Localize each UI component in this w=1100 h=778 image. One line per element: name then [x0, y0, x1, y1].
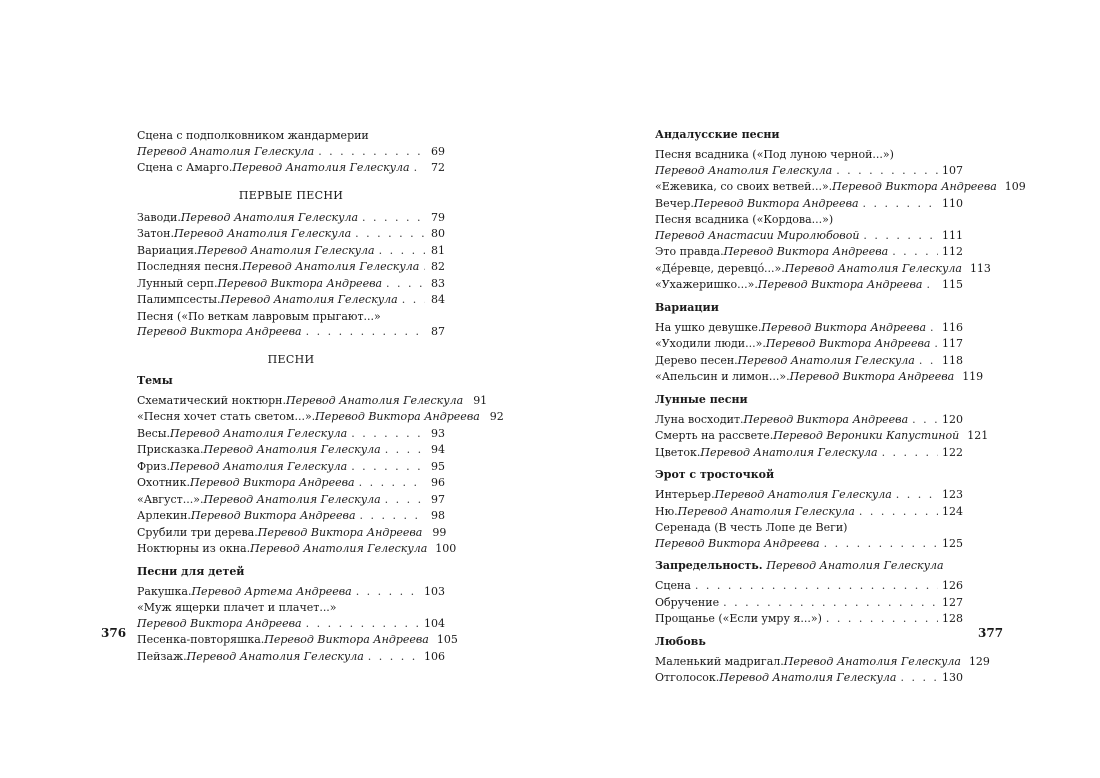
entry-title: Интерьер. [655, 488, 715, 501]
entry-title: Песня всадника («Под луною черной...») [655, 148, 894, 161]
entry-page-number: 107 [942, 163, 963, 177]
entry-title: «Дéревце, деревцó...». [655, 261, 785, 275]
entry-title: Лунный серп. [137, 276, 218, 290]
toc-line [655, 670, 963, 686]
toc-line [655, 445, 963, 461]
toc-entry[interactable] [137, 442, 445, 458]
entry-title: Это правда. [655, 245, 724, 258]
toc-entry[interactable] [655, 412, 963, 428]
toc-line [655, 179, 1026, 195]
entry-page-number: 99 [432, 525, 447, 539]
entry-translator: Перевод Анатолия Гелескула [714, 488, 892, 501]
entry-page-number: 116 [942, 320, 963, 334]
toc-line [137, 616, 445, 632]
group-title-text: Любовь [655, 634, 706, 648]
toc-group-entries [655, 147, 1026, 293]
toc-entry[interactable] [655, 487, 963, 503]
toc-line [655, 654, 990, 670]
toc-entry[interactable] [655, 353, 963, 369]
entry-translator: Перевод Анатолия Гелескула [737, 353, 915, 367]
entry-page-number: 81 [431, 243, 445, 257]
group-title-text: Эрот с тросточкой [655, 468, 775, 481]
entry-title: Песня («По веткам лавровым прыгают...» [137, 309, 381, 323]
entry-page-number: 123 [942, 488, 963, 501]
entry-translator: Перевод Виктора Андреева [655, 536, 820, 550]
toc-line [655, 487, 963, 503]
dot-leader [695, 578, 938, 594]
dot-leader [423, 259, 425, 275]
toc-entry[interactable] [655, 670, 963, 686]
toc-line [137, 144, 445, 160]
group-title-text: Вариации [655, 300, 719, 314]
toc-line [655, 336, 963, 352]
toc-line [137, 243, 445, 259]
dot-leader [351, 459, 425, 475]
dot-leader [362, 210, 425, 226]
toc-line [137, 632, 458, 648]
toc-entry[interactable] [137, 584, 445, 600]
dot-leader [863, 228, 938, 244]
toc-line [655, 244, 963, 260]
toc-entry[interactable] [137, 243, 445, 259]
dot-leader [368, 649, 420, 665]
entry-page-number: 106 [424, 649, 445, 663]
dot-leader [863, 196, 938, 212]
entry-translator: Перевод Виктора Андреева [137, 616, 302, 630]
entry-translator: Перевод Анатолия Гелескула [137, 144, 315, 158]
dot-leader [379, 243, 425, 259]
toc-line [655, 369, 984, 385]
toc-group-entries [655, 487, 963, 551]
entry-translator: Перевод Анатолия Гелескула [232, 161, 410, 174]
entry-page-number: 127 [942, 595, 963, 609]
page-number-right: 377 [978, 626, 1004, 640]
group-title [655, 128, 963, 141]
toc-line [137, 508, 445, 524]
toc-entry[interactable] [137, 475, 445, 491]
entry-page-number: 129 [968, 654, 990, 668]
toc-entry[interactable] [137, 632, 458, 648]
entry-translator: Перевод Виктора Андреева [693, 196, 859, 210]
entry-page-number: 96 [431, 476, 445, 489]
dot-leader [882, 445, 938, 461]
entry-page-number: 84 [431, 293, 445, 306]
toc-entry[interactable] [655, 504, 963, 520]
toc-line [655, 147, 963, 163]
entry-page-number: 82 [431, 260, 445, 273]
toc-group-entries [655, 412, 989, 461]
section-title-first-songs: ПЕРВЫЕ ПЕСНИ [238, 188, 344, 202]
toc-entry[interactable] [655, 611, 963, 627]
entry-title: Смерть на рассвете. [655, 429, 774, 442]
toc-line [655, 536, 963, 552]
entry-translator: Перевод Виктора Андреева [743, 412, 909, 426]
dot-leader [402, 292, 425, 308]
entry-title: Обручение [655, 595, 720, 609]
entry-title: Дерево песен. [655, 353, 738, 367]
toc-entry[interactable] [137, 649, 445, 665]
toc-entry[interactable] [137, 210, 445, 226]
entry-translator: Перевод Виктора Андреева [832, 180, 997, 193]
dot-leader [912, 412, 938, 428]
entry-page-number: 121 [967, 429, 989, 442]
entry-title: «Уходили люди...». [655, 337, 766, 350]
entry-page-number: 97 [431, 492, 445, 506]
entry-translator: Перевод Виктора Андреева [761, 320, 927, 334]
entry-title: Ракушка. [137, 584, 192, 598]
toc-line [137, 492, 445, 508]
entry-page-number: 79 [431, 210, 445, 224]
toc-entry[interactable] [655, 428, 989, 444]
toc-entry[interactable] [655, 277, 963, 293]
toc-line [655, 504, 963, 520]
entry-page-number: 103 [424, 584, 445, 598]
toc-children-songs-entries [137, 584, 458, 665]
toc-line [655, 611, 963, 627]
dot-leader [356, 584, 420, 600]
entry-translator: Перевод Анатолия Гелескула [677, 504, 855, 518]
toc-entry[interactable] [137, 541, 457, 557]
entry-title: Прощанье («Если умру я...») [655, 612, 822, 625]
entry-title: Срубили три дерева. [137, 525, 258, 539]
toc-entry[interactable] [137, 600, 445, 631]
entry-title: Вечер. [655, 196, 694, 210]
entry-page-number: 93 [431, 426, 445, 440]
entry-title: «Апельсин и лимон...». [655, 370, 790, 383]
toc-entry[interactable] [655, 196, 963, 212]
dot-leader [930, 320, 938, 336]
entry-translator: Перевод Виктора Андреева [757, 278, 923, 291]
entry-title: Маленький мадригал. [655, 654, 784, 668]
group-title-text: Андалусские песни [655, 128, 780, 141]
toc-entry[interactable] [655, 147, 963, 178]
entry-translator: Перевод Анастасии Миролюбовой [655, 228, 860, 242]
entry-page-number: 117 [942, 337, 963, 350]
entry-page-number: 83 [431, 276, 445, 290]
dot-leader [355, 226, 425, 242]
dot-leader [385, 492, 425, 508]
dot-leader [836, 163, 938, 179]
toc-entry[interactable] [655, 336, 963, 352]
entry-translator: Перевод Виктора Андреева [765, 337, 931, 350]
toc-line [655, 320, 963, 336]
toc-entry[interactable] [655, 244, 963, 260]
toc-line [137, 259, 445, 275]
entry-page-number: 128 [942, 612, 963, 625]
entry-page-number: 104 [424, 616, 445, 630]
dot-leader [385, 442, 425, 458]
entry-title: Ноктюрны из окна. [137, 542, 251, 555]
dot-leader [306, 324, 425, 340]
dot-leader [934, 336, 938, 352]
entry-title: Цветок. [655, 445, 701, 459]
entry-translator: Перевод Анатолия Гелескула [180, 210, 359, 224]
toc-entry[interactable] [655, 595, 963, 611]
toc-line [137, 584, 445, 600]
entry-title: Ню. [655, 504, 678, 518]
group-title [655, 635, 963, 648]
entry-title: Вариация. [137, 243, 198, 257]
toc-entry[interactable] [137, 525, 445, 541]
entry-page-number: 111 [942, 228, 963, 242]
toc-entry[interactable] [655, 179, 1026, 195]
entry-translator: Перевод Анатолия Гелескула [783, 654, 961, 668]
entry-title: Сцена [655, 579, 691, 592]
toc-line [137, 600, 445, 616]
entry-translator: Перевод Анатолия Гелескула [242, 260, 420, 273]
toc-entry[interactable] [137, 128, 445, 159]
group-title-text: Лунные песни [655, 392, 748, 406]
toc-intro-entries [137, 128, 445, 176]
entry-page-number: 91 [473, 393, 488, 407]
entry-page-number: 109 [1004, 180, 1026, 193]
toc-line [137, 324, 445, 340]
toc-line [655, 428, 989, 444]
entry-title: На ушко девушке. [655, 320, 762, 334]
entry-page-number: 126 [942, 579, 963, 592]
entry-title: Заводи. [137, 210, 181, 224]
group-title-children-songs: Песни для детей [137, 564, 245, 578]
toc-group-entries [655, 320, 984, 385]
entry-page-number: 80 [431, 227, 445, 240]
entry-translator: Перевод Анатолия Гелескула [203, 492, 381, 506]
entry-title: «Ежевика, со своих ветвей...». [655, 180, 833, 193]
toc-first-songs-entries [137, 210, 445, 340]
entry-translator: Перевод Анатолия Гелескула [286, 393, 464, 407]
toc-entry[interactable] [137, 508, 445, 524]
entry-translator: Перевод Анатолия Гелескула [655, 163, 833, 177]
entry-title: «Муж ящерки плачет и плачет...» [137, 601, 337, 614]
entry-translator: Перевод Анатолия Гелескула [784, 261, 962, 275]
dot-leader [892, 244, 938, 260]
entry-translator: Перевод Виктора Андреева [723, 245, 889, 258]
toc-entry[interactable] [655, 520, 963, 551]
entry-page-number: 105 [436, 633, 458, 646]
dot-leader [359, 475, 425, 491]
entry-translator: Перевод Виктора Андреева [190, 509, 356, 522]
toc-group-entries [655, 654, 990, 686]
dot-leader [306, 616, 420, 632]
toc-line [137, 525, 445, 541]
page-number-left: 376 [101, 626, 127, 640]
dot-leader [360, 508, 425, 524]
entry-translator: Перевод Анатолия Гелескула [186, 649, 364, 663]
entry-title: Охотник. [137, 476, 190, 489]
entry-translator: Перевод Виктора Андреева [257, 525, 423, 539]
toc-line [137, 442, 445, 458]
toc-line [137, 292, 445, 308]
dot-leader [723, 595, 938, 611]
entry-page-number: 118 [942, 353, 963, 367]
dot-leader [919, 353, 938, 369]
group-title-text: Запредельность. [655, 559, 767, 572]
entry-page-number: 119 [962, 370, 984, 383]
dot-leader [351, 426, 425, 442]
toc-line [655, 212, 963, 228]
entry-page-number: 113 [969, 261, 991, 275]
entry-title: «Песня хочет стать светом...». [137, 410, 316, 423]
entry-translator: Перевод Вероники Капустиной [773, 429, 960, 442]
toc-entry[interactable] [137, 426, 445, 442]
entry-translator: Перевод Виктора Андреева [315, 410, 480, 423]
entry-page-number: 120 [942, 412, 963, 426]
entry-page-number: 94 [431, 443, 445, 456]
entry-translator: Перевод Виктора Андреева [137, 325, 302, 338]
entry-title: Палимпсесты. [137, 293, 221, 306]
entry-translator: Перевод Анатолия Гелескула [700, 445, 878, 459]
entry-page-number: 110 [942, 196, 963, 210]
entry-translator: Перевод Анатолия Гелескула [197, 243, 375, 257]
entry-page-number: 100 [435, 542, 457, 555]
entry-page-number: 98 [431, 509, 445, 522]
entry-translator: Перевод Анатолия Гелескула [250, 542, 428, 555]
dot-leader [927, 277, 939, 293]
toc-entry[interactable] [655, 578, 963, 594]
toc-line [655, 353, 963, 369]
toc-entry[interactable] [137, 276, 445, 292]
entry-title: Затон. [137, 227, 174, 240]
entry-title: Сцена с Амарго. [137, 161, 233, 174]
entry-translator: Перевод Анатолия Гелескула [170, 426, 348, 440]
toc-line [655, 595, 963, 611]
toc-line [655, 163, 963, 179]
toc-line [137, 226, 445, 242]
entry-title: Песенка-повторяшка. [137, 633, 265, 646]
toc-entry[interactable] [137, 393, 488, 409]
toc-group-entries [655, 578, 963, 627]
entry-translator: Перевод Артема Андреева [191, 584, 352, 598]
toc-entry[interactable] [137, 459, 445, 475]
entry-page-number: 130 [942, 671, 963, 684]
toc-entry[interactable] [137, 409, 504, 425]
toc-line [137, 426, 445, 442]
entry-title: Сцена с подполковником жандармерии [137, 129, 369, 142]
entry-translator: Перевод Анатолия Гелескула [719, 671, 897, 684]
toc-entry[interactable] [137, 309, 445, 340]
group-title [655, 468, 963, 481]
entry-title: Схематический ноктюрн. [137, 393, 286, 407]
entry-title: Весы. [137, 426, 171, 440]
section-title-songs: ПЕСНИ [267, 352, 315, 366]
group-title [655, 393, 963, 406]
toc-line [655, 412, 963, 428]
toc-line [655, 520, 963, 536]
toc-entry[interactable] [137, 226, 445, 242]
entry-title: Пейзаж. [137, 649, 187, 663]
dot-leader [318, 144, 425, 160]
toc-line [655, 196, 963, 212]
entry-title: Луна восходит. [655, 412, 744, 426]
toc-line [137, 541, 457, 557]
entry-title: Присказка. [137, 443, 204, 456]
dot-leader [824, 536, 938, 552]
entry-title: Песня всадника («Кордова...») [655, 213, 834, 226]
toc-line [137, 649, 445, 665]
group-title [655, 301, 963, 314]
toc-entry[interactable] [655, 261, 991, 277]
toc-entry[interactable] [137, 259, 445, 275]
entry-translator: Перевод Виктора Андреева [217, 276, 383, 290]
entry-title: Отголосок. [655, 671, 720, 684]
toc-line [137, 210, 445, 226]
dot-leader [826, 611, 938, 627]
dot-leader [900, 670, 938, 686]
entry-title: «Ухажеришко...». [655, 278, 758, 291]
toc-line [137, 276, 445, 292]
entry-page-number: 124 [942, 504, 963, 518]
entry-page-number: 69 [431, 144, 445, 158]
dot-leader [414, 160, 425, 176]
entry-title: Серенада (В честь Лопе де Веги) [655, 521, 848, 534]
entry-page-number: 125 [942, 536, 963, 550]
entry-title: Последняя песня. [137, 260, 243, 273]
toc-line [137, 128, 445, 144]
entry-translator: Перевод Анатолия Гелескула [170, 459, 348, 473]
left-page [137, 128, 504, 665]
entry-translator: Перевод Анатолия Гелескула [203, 443, 381, 456]
toc-entry[interactable] [655, 320, 963, 336]
entry-page-number: 112 [942, 245, 963, 258]
toc-line [137, 409, 504, 425]
toc-entry[interactable] [137, 492, 445, 508]
entry-page-number: 72 [431, 161, 445, 174]
group-title-themes: Темы [137, 373, 173, 387]
toc-line [655, 277, 963, 293]
entry-page-number: 115 [942, 278, 963, 291]
toc-themes-entries [137, 393, 504, 557]
group-translator: Перевод Анатолия Гелескула [766, 559, 944, 572]
toc-line [655, 578, 963, 594]
toc-line [137, 309, 445, 325]
dot-leader [386, 276, 425, 292]
entry-translator: Перевод Анатолия Гелескула [173, 227, 352, 240]
toc-line [137, 160, 445, 176]
toc-entry[interactable] [137, 292, 445, 308]
toc-line [655, 261, 991, 277]
toc-line [137, 393, 488, 409]
entry-page-number: 95 [431, 459, 445, 473]
toc-line [137, 459, 445, 475]
entry-translator: Перевод Виктора Андреева [189, 476, 355, 489]
toc-entry[interactable] [655, 445, 963, 461]
toc-entry[interactable] [137, 160, 445, 176]
entry-translator: Перевод Виктора Андреева [264, 633, 429, 646]
dot-leader [859, 504, 938, 520]
toc-entry[interactable] [655, 212, 963, 243]
toc-line [137, 475, 445, 491]
dot-leader [896, 487, 938, 503]
group-title [655, 559, 963, 572]
toc-entry[interactable] [655, 369, 984, 385]
entry-title: Арлекин. [137, 509, 191, 522]
toc-entry[interactable] [655, 654, 990, 670]
entry-page-number: 92 [489, 410, 504, 423]
entry-page-number: 122 [942, 445, 963, 459]
entry-title: Фриз. [137, 459, 170, 473]
entry-page-number: 87 [431, 325, 445, 338]
toc-line [655, 228, 963, 244]
entry-translator: Перевод Анатолия Гелескула [220, 293, 398, 306]
entry-title: «Август...». [137, 492, 204, 506]
entry-translator: Перевод Виктора Андреева [789, 370, 955, 383]
